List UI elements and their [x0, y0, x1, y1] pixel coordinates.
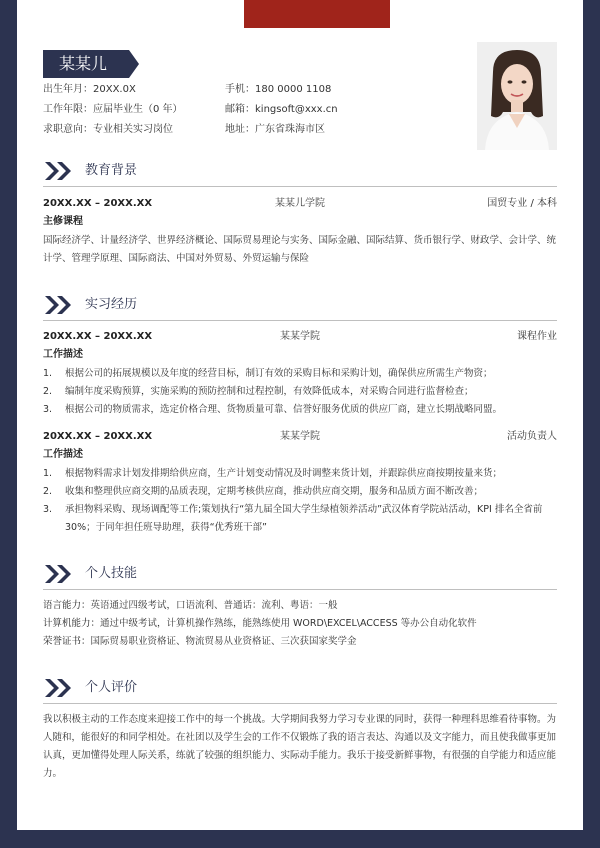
section-skills: [43, 563, 557, 585]
skill-language: 语言能力：英语通过四级考试，口语流利、普通话：流利、粤语：一般: [43, 600, 338, 611]
list-item: 3. 根据公司的物质需求，选定价格合理、货物质量可靠、信誉好服务优质的供应厂商，建立长期战略同盟。: [43, 404, 503, 415]
top-accent-bar: [244, 0, 390, 28]
job-company: 某某学院: [280, 431, 320, 442]
job-row-2: [43, 429, 557, 445]
list-item: 3. 承担物料采购、现场调配等工作;策划执行“第九届全国大学生绿植领养活动”武汉体育学院站活动，KPI 排名全省前 30%；于同年担任班导助理，获得“优秀班干部”: [43, 504, 543, 533]
education-date: 20XX.XX – 20XX.XX: [43, 198, 153, 209]
info-left: [43, 80, 183, 140]
evaluation-text: 我以积极主动的工作态度来迎接工作中的每一个挑战。大学期间我努力学习专业课的同时，获得一种理科思维看待事物。为人随和，能很好的和同学相处。在社团以及学生会的工作不仅锻炼了我的语言表达、沟通以及文字能力，而且使我做事更加认真，更加懂得处理人际关系，练就了较强的组织能力、实际动手能力。我乐于接受新鲜事物，有很强的自学能力和适应能力。: [43, 714, 557, 779]
section-education: [43, 160, 557, 182]
section-evaluation: [43, 677, 557, 699]
courses-label: 主修课程: [43, 216, 83, 227]
job-desc-label: 工作描述: [43, 349, 83, 360]
education-major: 国贸专业 / 本科: [487, 198, 557, 209]
section-divider: [43, 703, 557, 704]
info-phone: 手机：180 0000 1108: [225, 84, 332, 95]
info-experience: 工作年限：应届毕业生（0 年）: [43, 104, 183, 115]
job-desc-list-2: [43, 465, 557, 537]
section-divider: [43, 320, 557, 321]
courses-text: 国际经济学、计量经济学、世界经济概论、国际贸易理论与实务、国际金融、国际结算、货币银行学、财政学、会计学、统计学、管理学原理、国际商法、中国对外贸易、外贸运输与保险: [43, 235, 557, 264]
job-date: 20XX.XX – 20XX.XX: [43, 431, 153, 442]
list-item: 2. 编制年度采购预算，实施采购的预防控制和过程控制，有效降低成本，对采购合同进行监督检查；: [43, 386, 474, 397]
chevron-right-icon: [45, 679, 75, 697]
info-right: [225, 80, 338, 140]
info-objective: 求职意向：专业相关实习岗位: [43, 124, 173, 135]
job-role: 活动负责人: [507, 431, 557, 442]
resume-page: [17, 0, 583, 830]
education-row: [43, 196, 557, 212]
info-birth: 出生年月：20XX.0X: [43, 84, 136, 95]
skills-list: [43, 597, 557, 651]
profile-photo: [477, 42, 557, 150]
job-company: 某某学院: [280, 331, 320, 342]
candidate-name: 某某儿: [43, 50, 129, 78]
section-divider: [43, 186, 557, 187]
job-desc-label: 工作描述: [43, 449, 83, 460]
section-title: 个人评价: [85, 680, 138, 695]
chevron-right-icon: [45, 296, 75, 314]
job-date: 20XX.XX – 20XX.XX: [43, 331, 153, 342]
list-item: 1. 根据公司的拓展规模以及年度的经营目标，制订有效的采购目标和采购计划，确保供应所需生产物资；: [43, 368, 493, 379]
job-row-1: [43, 329, 557, 345]
job-role: 课程作业: [517, 331, 557, 342]
skill-computer: 计算机能力：通过中级考试，计算机操作熟练，能熟练使用 WORD\EXCEL\ACCESS 等办公自动化软件: [43, 618, 477, 629]
chevron-right-icon: [45, 565, 75, 583]
skill-honors: 荣誉证书：国际贸易职业资格证、物流贸易从业资格证、三次获国家奖学金: [43, 636, 357, 647]
info-email: 邮箱：kingsoft@xxx.cn: [225, 104, 338, 115]
list-item: 1. 根据物料需求计划发排期给供应商，生产计划变动情况及时调整来货计划，并跟踪供应商按期按量来货；: [43, 468, 503, 479]
job-desc-list-1: [43, 365, 557, 419]
section-title: 个人技能: [85, 566, 138, 581]
education-school: 某某儿学院: [275, 198, 325, 209]
section-title: 实习经历: [85, 297, 138, 312]
section-internship: [43, 294, 557, 316]
info-address: 地址：广东省珠海市区: [225, 124, 325, 135]
list-item: 2. 收集和整理供应商交期的品质表现，定期考核供应商，推动供应商交期，服务和品质方面不断改善；: [43, 486, 484, 497]
section-divider: [43, 589, 557, 590]
chevron-right-icon: [45, 162, 75, 180]
section-title: 教育背景: [85, 163, 138, 178]
